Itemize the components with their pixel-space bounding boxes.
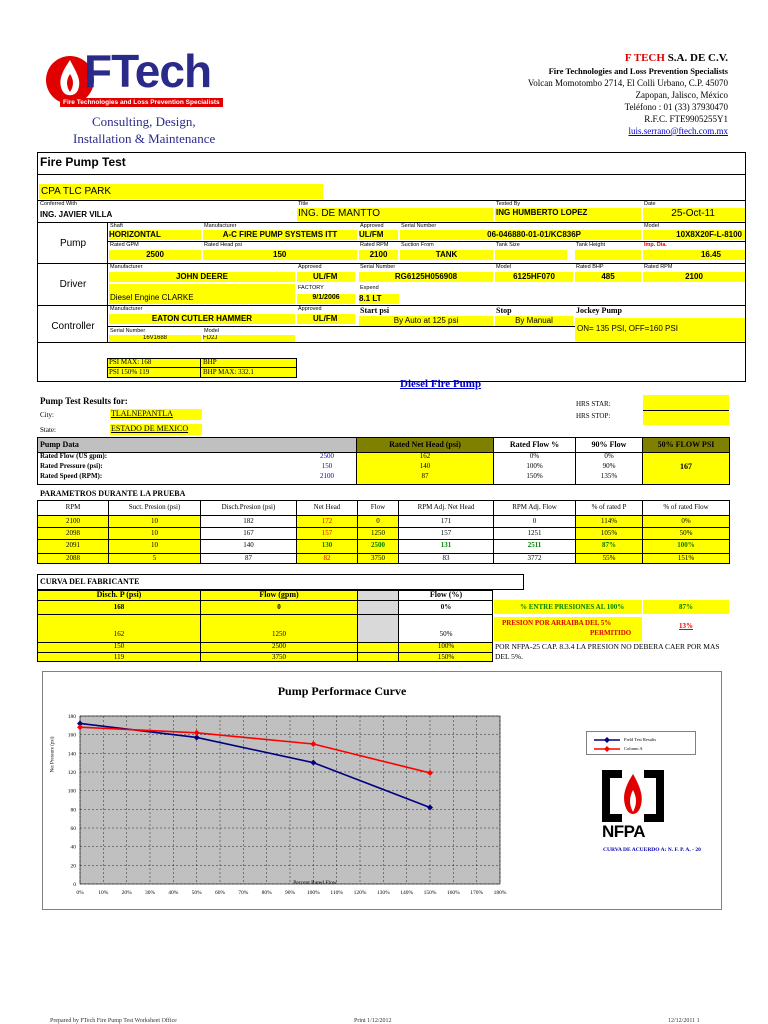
presion-label-2: PERMITIDO xyxy=(590,629,632,637)
param-cell: 1251 xyxy=(527,529,542,537)
y-tick-label: 40 xyxy=(70,844,76,851)
param-cell: 114% xyxy=(600,517,618,525)
param-cell: 2511 xyxy=(527,541,542,549)
factory-label: FACTORY xyxy=(298,285,324,291)
curva-title: CURVA DEL FABRICANTE xyxy=(40,577,140,586)
psi-150: PSI 150% 119 xyxy=(109,368,150,376)
y-tick-label: 140 xyxy=(67,751,76,758)
title-label: Title xyxy=(298,201,309,207)
pump-model-label: Model xyxy=(644,223,659,229)
curva-r0-p: 168 xyxy=(113,603,125,611)
param-cell: 83 xyxy=(442,554,450,562)
driver-approved-label: Approved xyxy=(298,264,322,270)
parametros-title: PARAMETROS DURANTE LA PRUEBA xyxy=(40,489,186,498)
ctrl-approved-label: Approved xyxy=(298,306,322,312)
company-address: Volcan Momotombo 2714, El Colli Urbano, C.P. 45070 xyxy=(527,78,728,88)
param-header: RPM Adj. Net Head xyxy=(417,503,475,511)
company-name-rest: S.A. DE C.V. xyxy=(667,52,728,64)
pd-r2-f90: 135% xyxy=(600,472,618,480)
pd-r1-value: 150 xyxy=(321,462,333,470)
param-cell: 140 xyxy=(243,541,254,549)
param-cell: 2088 xyxy=(66,554,80,562)
pump-model-value: 10X8X20F-L-8100 xyxy=(643,230,745,240)
start-value: By Auto at 125 psi xyxy=(359,316,493,326)
pd-r1-head: 140 xyxy=(419,462,431,470)
company-phone: Teléfono : 01 (33) 37930470 xyxy=(624,102,728,112)
psi-max: PSI MAX: 168 xyxy=(109,358,152,366)
logo-services-1: Consulting, Design, xyxy=(92,114,196,129)
x-tick-label: 110% xyxy=(330,890,343,896)
imp-label: Imp. Dia. xyxy=(644,242,667,248)
state-value: ESTADO DE MEXICO xyxy=(110,424,202,435)
param-cell: 105% xyxy=(600,529,618,537)
results-title: Pump Test Results for: xyxy=(40,396,128,406)
controller-section-label: Controller xyxy=(51,321,95,332)
city-value: TLALNEPANTLA xyxy=(110,409,202,420)
pd-h2: Rated Flow % xyxy=(509,440,560,449)
ctrl-serial-label: Serial Number xyxy=(110,328,146,334)
chart-title: Pump Performace Curve xyxy=(277,684,407,698)
legend-marker-field xyxy=(604,737,610,743)
param-header: Suct. Presion (psi) xyxy=(128,503,181,511)
y-tick-label: 60 xyxy=(70,826,76,832)
param-cell: 3750 xyxy=(371,554,385,562)
curva-r2-f: 2500 xyxy=(272,642,286,650)
param-cell: 87 xyxy=(245,554,252,562)
company-block xyxy=(398,52,728,136)
curva-r1-p: 162 xyxy=(113,630,125,638)
company-subtitle: Fire Technologies and Loss Prevention Specialists xyxy=(548,66,728,76)
pump-serial-label: Serial Number xyxy=(401,223,437,229)
x-tick-label: 30% xyxy=(144,890,156,896)
head-value: 150 xyxy=(203,250,357,260)
pump-manufacturer-value: A-C FIRE PUMP SYSTEMS ITT xyxy=(203,230,357,240)
presion-value: 13% xyxy=(679,622,693,630)
tanksize-label: Tank Size xyxy=(496,242,520,248)
x-tick-label: 40% xyxy=(168,890,179,896)
site-field: CPA TLC PARK xyxy=(39,184,323,199)
nfpa-note: POR NFPA-25 CAP. 8.3.4 LA PRESION NO DEBERA CAER POR MAS DEL 5%. xyxy=(495,642,720,661)
param-cell: 0% xyxy=(681,517,691,525)
x-tick-label: 160% xyxy=(446,890,460,896)
footer-mid: Print 1/12/2012 xyxy=(354,1018,392,1024)
legend-field: Field Test Results xyxy=(624,737,657,742)
bhp-value: 485 xyxy=(575,272,641,282)
company-email[interactable]: luis.serrano@ftech.com.mx xyxy=(628,126,728,136)
curva-r3-f: 3750 xyxy=(272,653,286,661)
param-cell: 172 xyxy=(321,517,333,525)
gpm-value: 2500 xyxy=(109,250,201,260)
param-cell: 50% xyxy=(679,529,693,537)
city-label: City: xyxy=(40,411,55,419)
jockey-value: ON= 135 PSI, OFF=160 PSI xyxy=(575,318,745,341)
date-label: Date xyxy=(644,201,656,207)
x-tick-label: 50% xyxy=(191,890,202,896)
bhp-text: BHP xyxy=(203,358,217,366)
y-tick-label: 80 xyxy=(70,807,76,814)
pump-approved-label: Approved xyxy=(360,223,384,229)
param-header: RPM xyxy=(65,503,81,511)
x-tick-label: 0% xyxy=(76,890,84,896)
bhp-max: BHP MAX: 332.1 xyxy=(203,368,254,376)
conferred-value: ING. JAVIER VILLA xyxy=(40,210,113,219)
form-title: Fire Pump Test xyxy=(40,155,126,169)
legend-swatches xyxy=(592,735,622,753)
curva-r1-pct: 50% xyxy=(439,630,453,638)
imp-value: 16.45 xyxy=(643,250,745,260)
hrs-stop-label: HRS STOP: xyxy=(576,412,611,420)
x-tick-label: 120% xyxy=(353,890,367,896)
suction-value: TANK xyxy=(400,250,493,260)
param-header: % of rated Flow xyxy=(663,503,709,511)
tested-label: Tested By xyxy=(496,201,521,207)
logo-services-2: Installation & Maintenance xyxy=(73,131,216,146)
ftech-logo xyxy=(40,45,260,110)
x-tick-label: 10% xyxy=(98,890,109,896)
title-value: ING. DE MANTTO xyxy=(297,208,493,221)
pump-serial-value: 06-046880-01-01/KC836P xyxy=(400,230,641,240)
curva-h0: Disch. P (psi) xyxy=(96,590,142,599)
curva-r3-pct: 150% xyxy=(437,653,455,661)
stop-label: Stop xyxy=(496,306,512,315)
param-cell: 2500 xyxy=(371,541,385,549)
pd-h4: 50% FLOW PSI xyxy=(657,440,715,449)
x-tick-label: 150% xyxy=(423,890,437,896)
param-header: Disch.Presion (psi) xyxy=(221,503,276,511)
legend-marker-column xyxy=(604,746,610,752)
date-value: 25-Oct-11 xyxy=(643,208,745,221)
curva-r2-pct: 100% xyxy=(437,642,455,650)
start-label: Start psi xyxy=(360,306,390,315)
chart-xlabel: Percent Rated Flow xyxy=(293,880,337,886)
x-tick-label: 20% xyxy=(121,890,132,896)
y-tick-label: 120 xyxy=(67,770,76,776)
stop-value: By Manual xyxy=(495,316,573,326)
pct-label: % ENTRE PRESIONES AL 100% xyxy=(520,603,625,611)
ctrl-model-label: Model xyxy=(204,328,219,334)
logo-tagline: Fire Technologies and Loss Prevention Specialists xyxy=(60,98,223,107)
jockey-label: Jockey Pump xyxy=(576,306,622,315)
param-cell: 10 xyxy=(151,517,158,525)
param-cell: 2091 xyxy=(66,541,80,549)
curva-r0-pct: 0% xyxy=(440,603,452,611)
param-cell: 2098 xyxy=(66,529,80,537)
pump-manufacturer-label: Manufacturer xyxy=(204,223,237,229)
curva-h1: Flow (gpm) xyxy=(259,590,299,599)
pd-flow-psi: 167 xyxy=(680,462,692,471)
pd-r1-label: Rated Pressure (psi): xyxy=(40,462,103,470)
param-header: RPM Adj. Flow xyxy=(512,503,557,511)
y-tick-label: 180 xyxy=(67,714,76,720)
curva-r1-f: 1250 xyxy=(272,630,286,638)
driver-approved-value: UL/FM xyxy=(297,272,355,282)
expend-value: 8.1 LT xyxy=(359,294,399,304)
y-tick-label: 20 xyxy=(70,863,76,870)
rated-rpm-label: Rated RPM xyxy=(360,242,389,248)
param-cell: 1250 xyxy=(371,529,385,537)
state-label: State: xyxy=(40,426,56,434)
param-cell: 10 xyxy=(151,529,158,537)
driver-manufacturer-label: Manufacturer xyxy=(110,264,143,270)
pd-r1-f90: 90% xyxy=(602,462,616,470)
driver-serial-value: RG6125H056908 xyxy=(359,272,493,282)
curva-r0-f: 0 xyxy=(277,603,281,611)
param-cell: 5 xyxy=(152,554,157,562)
param-cell: 151% xyxy=(677,554,695,562)
pd-r0-head: 162 xyxy=(419,452,431,460)
pd-r0-label: Rated Flow (US gpm): xyxy=(40,452,108,460)
param-header: Flow xyxy=(370,503,386,511)
pump-approved-value: UL/FM xyxy=(359,230,398,240)
param-cell: 82 xyxy=(323,554,331,562)
pd-h3: 90% Flow xyxy=(591,440,627,449)
param-cell: 3772 xyxy=(527,554,542,562)
param-cell: 2100 xyxy=(66,517,80,525)
param-cell: 182 xyxy=(243,517,254,525)
gpm-label: Rated GPM xyxy=(110,242,139,248)
ctrl-manufacturer-value: EATON CUTLER HAMMER xyxy=(109,314,295,324)
footer-right: 12/12/2011 1 xyxy=(668,1018,700,1024)
curva-r2-p: 150 xyxy=(113,642,125,650)
suction-label: Suction From xyxy=(401,242,434,248)
pd-r0-f90: 0% xyxy=(604,452,614,460)
pd-r2-label: Rated Speed (RPM): xyxy=(40,472,103,480)
param-cell: 167 xyxy=(243,529,254,537)
pct-value: 87% xyxy=(679,603,693,611)
presion-label-1: PRESION POR ARRAIBA DEL 5% xyxy=(502,619,612,627)
diesel-heading: Diesel Fire Pump xyxy=(400,378,482,390)
x-tick-label: 100% xyxy=(306,890,320,896)
param-header: % of rated P xyxy=(591,503,627,511)
expend-label: Expend xyxy=(360,285,379,291)
ylabel-wrap xyxy=(48,712,58,812)
nfpa-caption: CURVA DE ACUERDO A: N. F. P. A. - 20 xyxy=(603,847,701,853)
performance-chart xyxy=(42,700,542,910)
chart-ylabel: Net Pressure (psi) xyxy=(50,736,56,773)
shaft-value: HORIZONTAL xyxy=(109,230,201,240)
x-tick-label: 70% xyxy=(238,890,249,896)
nfpa-flame-icon xyxy=(598,766,668,826)
x-tick-label: 90% xyxy=(284,890,296,896)
param-cell: 0 xyxy=(532,517,537,525)
pd-r2-head: 87 xyxy=(421,472,429,480)
x-tick-label: 180% xyxy=(493,890,507,896)
driver-model-value: 6125HF070 xyxy=(495,272,573,282)
bhp-label: Rated BHP xyxy=(576,264,604,270)
pd-r2-flow: 150% xyxy=(526,472,543,480)
x-tick-label: 140% xyxy=(400,890,414,896)
ctrl-serial-value: 16V1688 xyxy=(109,335,201,342)
rated-rpm-value: 2100 xyxy=(359,250,398,260)
param-cell: 55% xyxy=(602,554,616,562)
company-name xyxy=(398,52,728,64)
param-cell: 100% xyxy=(677,541,695,549)
param-header: Net Head xyxy=(313,503,341,511)
pd-r0-value: 2500 xyxy=(320,452,334,460)
curva-r3-p: 119 xyxy=(113,653,125,661)
param-cell: 130 xyxy=(321,541,333,549)
ctrl-model-value: FD2J xyxy=(203,335,295,342)
nfpa-text: NFPA xyxy=(602,822,646,841)
head-label: Rated Head psi xyxy=(204,242,242,248)
param-cell: 0 xyxy=(376,517,380,525)
pd-r1-flow: 100% xyxy=(526,462,543,470)
conferred-label: Conferred With xyxy=(40,201,77,207)
y-tick-label: 100 xyxy=(67,788,76,795)
pd-r2-value: 2100 xyxy=(320,472,334,480)
company-name-red: F TECH xyxy=(624,52,665,64)
param-cell: 171 xyxy=(440,517,452,525)
y-tick-label: 0 xyxy=(73,882,76,888)
footer-left: Prepared by FTech Fire Pump Test Worksheet Office xyxy=(50,1018,177,1024)
nfpa-logo xyxy=(598,766,668,842)
ctrl-manufacturer-label: Manufacturer xyxy=(110,306,143,312)
param-cell: 157 xyxy=(440,529,452,537)
legend-column: Column A xyxy=(624,746,643,751)
logo-brand: FTech xyxy=(84,45,212,97)
param-cell: 10 xyxy=(151,541,158,549)
driver-manufacturer-value: JOHN DEERE xyxy=(109,272,295,282)
param-cell: 87% xyxy=(602,541,616,549)
x-tick-label: 130% xyxy=(376,890,390,896)
pd-r0-flow: 0% xyxy=(529,452,540,460)
tested-value: ING HUMBERTO LOPEZ xyxy=(495,208,641,221)
pd-h0: Pump Data xyxy=(40,440,79,449)
pump-section-label: Pump xyxy=(59,238,87,249)
pd-h1: Rated Net Head (psi) xyxy=(389,440,461,449)
driver-engine: Diesel Engine CLARKE xyxy=(110,293,194,302)
factory-value: 9/1/2006 xyxy=(297,294,355,304)
ctrl-approved-value: UL/FM xyxy=(297,314,355,324)
driver-rpm-label: Rated RPM xyxy=(644,264,673,270)
param-cell: 157 xyxy=(321,529,333,537)
driver-section-label: Driver xyxy=(59,279,87,290)
x-tick-label: 170% xyxy=(470,890,484,896)
company-rfc: R.F.C. FTE9905255Y1 xyxy=(644,114,728,124)
x-tick-label: 60% xyxy=(214,890,226,896)
curva-h3: Flow (%) xyxy=(429,590,463,599)
hrs-star-label: HRS STAR: xyxy=(576,400,611,408)
param-cell: 131 xyxy=(440,541,452,549)
y-tick-label: 160 xyxy=(67,732,76,739)
driver-serial-label: Serial Number xyxy=(360,264,396,270)
tankheight-label: Tank Height xyxy=(576,242,606,248)
driver-model-label: Model xyxy=(496,264,511,270)
shaft-label: Shaft xyxy=(110,223,123,229)
x-tick-label: 80% xyxy=(261,890,272,896)
company-city: Zapopan, Jalisco, México xyxy=(635,90,728,100)
driver-rpm-value: 2100 xyxy=(643,272,745,282)
